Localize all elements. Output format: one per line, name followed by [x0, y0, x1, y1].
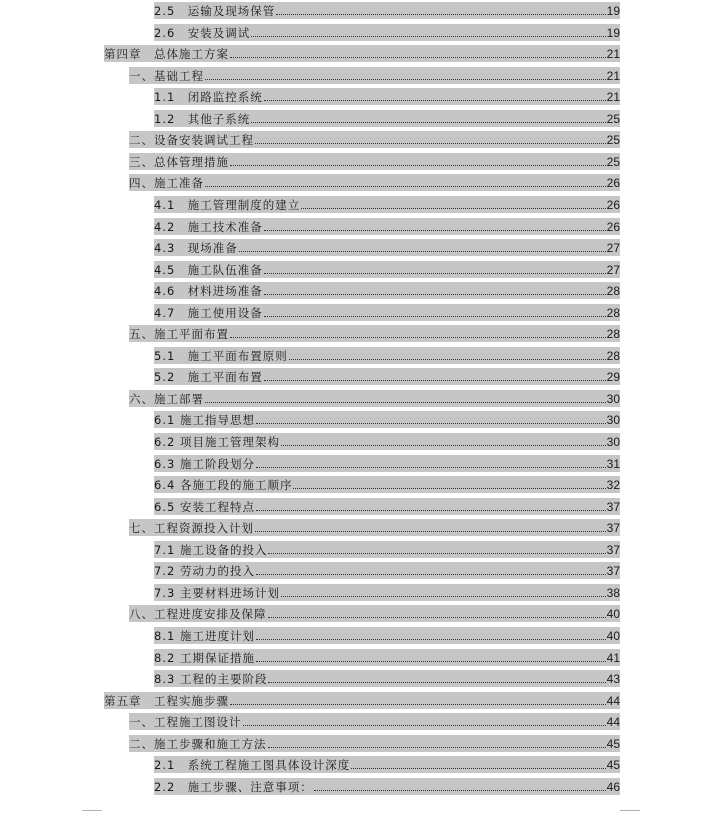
toc-page-number: 40 [606, 628, 620, 643]
toc-entry-title: 五、施工平面布置 [129, 326, 229, 341]
toc-entry-title: 4.6 材料进场准备 [154, 283, 263, 298]
toc-dot-leader [264, 230, 606, 231]
toc-dot-leader [264, 316, 606, 317]
toc-entry-title: 6.3 施工阶段划分 [154, 456, 255, 471]
toc-entry-title: 6.4 各施工段的施工顺序 [154, 477, 293, 492]
toc-entry-title: 8.1 施工进度计划 [154, 628, 255, 643]
toc-entry-title: 6.5 安装工程特点 [154, 499, 255, 514]
toc-dot-leader [230, 704, 606, 705]
toc-entry-title: 1.1 闭路监控系统 [154, 89, 263, 104]
toc-page-number: 26 [606, 197, 620, 212]
toc-entry[interactable] [129, 67, 620, 84]
toc-dot-leader [251, 36, 605, 37]
toc-entry-title: 2.6 安装及调试 [154, 25, 251, 40]
toc-dot-leader [314, 790, 606, 791]
toc-entry[interactable] [154, 455, 620, 472]
toc-page-number: 28 [606, 326, 620, 341]
toc-page-number: 19 [606, 25, 620, 40]
toc-entry[interactable] [154, 239, 620, 256]
toc-entry-title: 1.2 其他子系统 [154, 111, 251, 126]
toc-entry[interactable] [129, 713, 620, 730]
toc-page-number: 21 [606, 89, 620, 104]
toc-entry-title: 4.1 施工管理制度的建立 [154, 197, 301, 212]
toc-dot-leader [264, 380, 606, 381]
toc-dot-leader [256, 639, 606, 640]
toc-entry-title: 七、工程资源投入计划 [129, 520, 254, 535]
toc-entry-title: 5.1 施工平面布置原则 [154, 348, 288, 363]
toc-entry-title: 5.2 施工平面布置 [154, 369, 263, 384]
toc-entry-title: 7.1 施工设备的投入 [154, 542, 268, 557]
toc-entry[interactable] [154, 778, 620, 795]
toc-page-number: 30 [606, 391, 620, 406]
toc-entry[interactable] [129, 605, 620, 622]
toc-dot-leader [256, 423, 606, 424]
toc-dot-leader [276, 14, 605, 15]
toc-entry-title: 8.2 工期保证措施 [154, 650, 255, 665]
toc-page-number: 45 [606, 736, 620, 751]
toc-entry-title: 二、设备安装调试工程 [129, 132, 254, 147]
toc-entry-title: 4.3 现场准备 [154, 240, 238, 255]
toc-entry-title: 三、总体管理措施 [129, 154, 229, 169]
toc-entry-title: 第五章 工程实施步骤 [104, 693, 229, 708]
toc-entry[interactable] [154, 411, 620, 428]
toc-entry[interactable] [154, 24, 620, 41]
toc-entry-title: 2.1 系统工程施工图具体设计深度 [154, 757, 351, 772]
toc-page-number: 29 [606, 369, 620, 384]
toc-page-number: 28 [606, 305, 620, 320]
toc-dot-leader [264, 273, 606, 274]
toc-entry-title: 2.5 运输及现场保管 [154, 3, 276, 18]
toc-dot-leader [255, 531, 606, 532]
toc-entry[interactable] [129, 735, 620, 752]
toc-entry[interactable] [154, 261, 620, 278]
toc-dot-leader [205, 186, 606, 187]
toc-page-number: 41 [606, 650, 620, 665]
toc-entry-title: 4.7 施工使用设备 [154, 305, 263, 320]
toc-page-number: 46 [606, 779, 620, 794]
toc-dot-leader [239, 251, 606, 252]
toc-entry-title: 一、工程施工图设计 [129, 714, 242, 729]
toc-page-number: 25 [606, 132, 620, 147]
toc-entry[interactable] [154, 584, 620, 601]
toc-entry[interactable] [129, 519, 620, 536]
toc-dot-leader [268, 553, 605, 554]
toc-page-number: 40 [606, 606, 620, 621]
toc-entry[interactable] [129, 131, 620, 148]
toc-entry[interactable] [154, 541, 620, 558]
toc-page-number: 37 [606, 563, 620, 578]
toc-entry-title: 一、基础工程 [129, 68, 204, 83]
toc-entry[interactable] [154, 347, 620, 364]
toc-entry-title: 6.1 施工指导思想 [154, 412, 255, 427]
toc-dot-leader [256, 574, 606, 575]
toc-page-number: 44 [606, 714, 620, 729]
toc-entry-title: 6.2 项目施工管理架构 [154, 434, 280, 449]
toc-page-number: 37 [606, 542, 620, 557]
toc-entry[interactable] [154, 2, 620, 19]
toc-entry[interactable] [104, 692, 620, 709]
toc-entry[interactable] [154, 218, 620, 235]
toc-entry[interactable] [154, 476, 620, 493]
toc-dot-leader [256, 661, 606, 662]
toc-page-number: 27 [606, 262, 620, 277]
toc-page-number: 43 [606, 671, 620, 686]
toc-entry-title: 二、施工步骤和施工方法 [129, 736, 267, 751]
toc-entry[interactable] [154, 670, 620, 687]
toc-page-number: 25 [606, 154, 620, 169]
page-corner-mark-right [620, 810, 640, 816]
toc-entry[interactable] [154, 368, 620, 385]
toc-entry-title: 2.2 施工步骤、注意事项： [154, 779, 313, 794]
page-corner-mark-left [82, 810, 102, 816]
toc-entry[interactable] [154, 562, 620, 579]
toc-entry-title: 四、施工准备 [129, 175, 204, 190]
toc-page-number: 26 [606, 219, 620, 234]
toc-entry[interactable] [154, 433, 620, 450]
toc-entry[interactable] [154, 304, 620, 321]
toc-dot-leader [268, 682, 605, 683]
toc-entry-title: 六、施工部署 [129, 391, 204, 406]
toc-dot-leader [230, 337, 606, 338]
toc-entry-title: 7.2 劳动力的投入 [154, 563, 255, 578]
toc-entry[interactable] [129, 390, 620, 407]
toc-entry[interactable] [129, 325, 620, 342]
toc-entry-title: 4.5 施工队伍准备 [154, 262, 263, 277]
toc-page-number: 32 [606, 477, 620, 492]
toc-dot-leader [255, 143, 606, 144]
toc-entry-title: 8.3 工程的主要阶段 [154, 671, 268, 686]
toc-dot-leader [268, 747, 606, 748]
toc-page-number: 37 [606, 499, 620, 514]
toc-entry[interactable] [129, 174, 620, 191]
toc-entry[interactable] [154, 649, 620, 666]
toc-entry[interactable] [154, 88, 620, 105]
toc-page-number: 19 [606, 3, 620, 18]
toc-page-number: 26 [606, 175, 620, 190]
toc-entry[interactable] [129, 153, 620, 170]
toc-dot-leader [268, 617, 606, 618]
toc-page-number: 44 [606, 693, 620, 708]
toc-dot-leader [230, 57, 606, 58]
toc-dot-leader [205, 79, 606, 80]
toc-page-number: 31 [606, 456, 620, 471]
toc-entry-title: 八、工程进度安排及保障 [129, 606, 267, 621]
toc-entry-title: 4.2 施工技术准备 [154, 219, 263, 234]
toc-dot-leader [281, 596, 606, 597]
toc-entry-title: 7.3 主要材料进场计划 [154, 585, 280, 600]
toc-dot-leader [230, 165, 606, 166]
toc-dot-leader [251, 122, 605, 123]
toc-page-number: 27 [606, 240, 620, 255]
toc-entry[interactable] [154, 110, 620, 127]
toc-page-number: 28 [606, 348, 620, 363]
toc-dot-leader [243, 725, 606, 726]
toc-page-number: 37 [606, 520, 620, 535]
toc-dot-leader [256, 510, 606, 511]
toc-entry[interactable] [154, 627, 620, 644]
toc-dot-leader [351, 768, 605, 769]
toc-page-number: 30 [606, 434, 620, 449]
toc-dot-leader [205, 402, 606, 403]
toc-dot-leader [289, 359, 606, 360]
toc-dot-leader [264, 294, 606, 295]
toc-dot-leader [293, 488, 605, 489]
toc-entry[interactable] [104, 45, 620, 62]
toc-page-number: 21 [606, 68, 620, 83]
toc-dot-leader [264, 100, 606, 101]
toc-page-number: 28 [606, 283, 620, 298]
toc-entry[interactable] [154, 282, 620, 299]
toc-entry[interactable] [154, 498, 620, 515]
toc-dot-leader [256, 467, 606, 468]
toc-entry-title: 第四章 总体施工方案 [104, 46, 229, 61]
toc-page-number: 21 [606, 46, 620, 61]
toc-page-number: 45 [606, 757, 620, 772]
toc-page-number: 30 [606, 412, 620, 427]
toc-entry[interactable] [154, 196, 620, 213]
toc-entry[interactable] [154, 756, 620, 773]
toc-dot-leader [301, 208, 605, 209]
toc-page-number: 38 [606, 585, 620, 600]
toc-dot-leader [281, 445, 606, 446]
toc-page-number: 25 [606, 111, 620, 126]
